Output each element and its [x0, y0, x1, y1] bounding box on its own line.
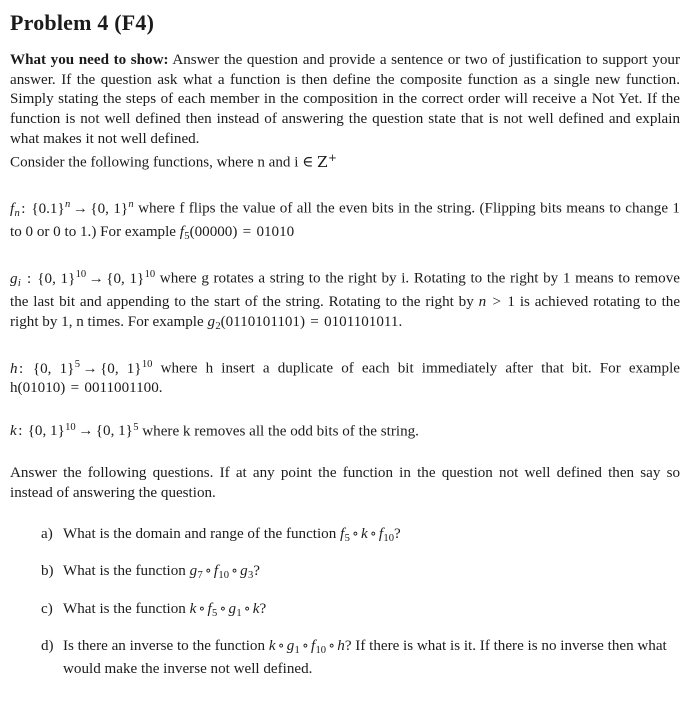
compose-icon: ∘	[369, 527, 377, 543]
example-result-h: 0011001100	[84, 380, 159, 397]
comp-fn: k	[189, 600, 197, 617]
comp-sub: 5	[344, 532, 350, 544]
spacer	[10, 336, 680, 355]
domain-sup-f: n	[65, 199, 71, 211]
definition-k	[10, 418, 680, 442]
question-text-b: What is the function	[63, 563, 186, 580]
question-mark: ?	[253, 563, 260, 580]
instructions-text: Answer the question and provide a sentence or two of justification to support your answer. If the question ask what a function is then define the composite function as a single new function. Simply stating the steps of each member in the composition in the correct order will receive a Not Yet. If the function is not well defined then instead of answering the question state that is not well defined and explain what makes it not well defined.	[10, 52, 680, 147]
colon-f: :	[21, 200, 26, 217]
question-mark: ?	[393, 526, 401, 543]
instructions-paragraph	[10, 51, 680, 149]
definition-text-g-2: is achieved rotating to the right by 1, n times. For example	[10, 294, 681, 330]
spacer	[10, 399, 680, 418]
example-eq-f: =	[242, 224, 252, 241]
question-composition-a	[340, 526, 401, 542]
function-name-f: f	[10, 200, 15, 217]
domain-k: {0, 1}	[27, 423, 65, 440]
comp-fn: f	[340, 526, 345, 543]
integers-letter: Z	[317, 152, 328, 171]
spacer	[10, 442, 680, 464]
arrow-f: →	[72, 200, 88, 217]
domain-sup-h: 5	[74, 359, 80, 371]
example-h	[10, 380, 163, 396]
domain-sup-k: 10	[65, 421, 76, 433]
domain-h: {0, 1}	[32, 360, 75, 377]
consider-text: Consider the following functions, where n and i	[10, 154, 299, 171]
definition-text-g-1: where g rotates a string to the right by i. Rotating to the right by 1 means to remove the last bit and appending to the start of the string. Rotating to the right by	[10, 270, 680, 311]
comp-fn: g	[189, 563, 198, 580]
arrow-g: →	[88, 270, 104, 287]
definition-g	[10, 265, 680, 336]
element-of-symbol: ∈	[302, 154, 314, 171]
comp-sub: 1	[236, 607, 242, 619]
function-name-h: h	[10, 360, 18, 377]
comp-fn: k	[268, 638, 276, 655]
question-composition-c	[190, 601, 267, 617]
question-label-a: a)	[41, 526, 53, 543]
function-sub-g: i	[17, 277, 21, 289]
compose-icon: ∘	[277, 639, 285, 655]
question-mark: ?	[259, 600, 267, 617]
rotate-number: 1	[507, 294, 515, 311]
compose-icon: ∘	[328, 639, 336, 655]
comp-sub: 3	[248, 570, 254, 582]
question-label-c: c)	[41, 600, 53, 617]
colon-k: :	[18, 423, 23, 440]
example-eq-g: =	[310, 313, 319, 330]
comp-sub: 7	[197, 570, 203, 582]
example-arg-g: (0110101101)	[220, 313, 305, 330]
codomain-sup-f: n	[128, 199, 134, 211]
example-result-g: 0101101011	[324, 313, 399, 330]
spacer	[10, 246, 680, 265]
arrow-h: →	[82, 360, 98, 377]
function-signature-h	[10, 361, 152, 377]
comp-fn: g	[286, 638, 295, 655]
compose-icon: ∘	[204, 564, 212, 580]
definition-text-f: where f flips the value of all the even bits in the string. (Flipping bits means to change 1 to 0 or 0 to 1.) For example	[10, 200, 680, 241]
rotate-var-n: n	[478, 294, 487, 311]
comp-sub: 10	[383, 532, 394, 544]
question-composition-b	[189, 563, 260, 582]
question-mark: ?	[344, 638, 352, 655]
spacer	[10, 173, 680, 195]
compose-icon: ∘	[219, 601, 227, 617]
function-sub-f: n	[14, 207, 20, 219]
question-item-b	[10, 562, 680, 585]
domain-f: {0.1}	[31, 200, 65, 217]
example-f	[180, 224, 294, 240]
example-arg-f: (00000)	[189, 224, 238, 241]
comp-fn: f	[213, 563, 219, 580]
codomain-sup-g: 10	[144, 269, 156, 281]
comp-fn: f	[207, 600, 212, 617]
codomain-sup-k: 5	[133, 421, 139, 433]
colon-g: :	[26, 270, 32, 287]
question-text-a: What is the domain and range of the function	[63, 526, 337, 543]
example-fn-h: h	[10, 380, 18, 397]
example-period-g: .	[398, 313, 403, 330]
compose-icon: ∘	[231, 564, 238, 580]
definition-text-h: where h insert a duplicate of each bit immediately after that bit. For example	[160, 360, 680, 377]
comp-sub: 1	[294, 644, 300, 656]
example-sub-g: 2	[215, 320, 221, 332]
integers-symbol	[317, 153, 337, 171]
comp-sub: 10	[218, 570, 229, 582]
question-text-c: What is the function	[63, 600, 186, 617]
comp-fn: g	[240, 563, 248, 580]
page-title: Problem 4 (F4)	[10, 10, 155, 35]
definition-text-k: where k removes all the odd bits of the string.	[142, 423, 419, 440]
integers-plus-sup: +	[327, 152, 337, 165]
answer-intro-paragraph: Answer the following questions. If at any point the function in the question not well defined then say so instead of answering the question.	[10, 464, 680, 501]
codomain-h: {0, 1}	[100, 360, 142, 377]
comp-fn: f	[378, 526, 384, 543]
compose-icon: ∘	[352, 527, 359, 543]
function-name-g: g	[10, 270, 18, 287]
definition-f	[10, 195, 680, 246]
example-fn-g: g	[207, 313, 216, 330]
compose-icon: ∘	[302, 639, 309, 655]
colon-h: :	[19, 360, 24, 377]
example-fn-f: f	[179, 224, 184, 241]
question-composition-d	[269, 638, 352, 654]
function-signature-f	[10, 201, 134, 217]
question-item-a	[10, 525, 680, 548]
example-sub-f: 5	[184, 230, 190, 242]
domain-g: {0, 1}	[37, 270, 76, 287]
arrow-k: →	[78, 423, 94, 440]
function-signature-k	[10, 423, 139, 439]
question-item-d	[10, 637, 680, 680]
comp-sub: 5	[212, 607, 218, 619]
example-result-f: 01010	[256, 224, 295, 241]
rotate-relation: >	[492, 294, 502, 311]
comp-fn: h	[337, 638, 345, 655]
example-period-h: .	[158, 380, 163, 397]
function-signature-g	[10, 271, 155, 287]
question-label-b: b)	[41, 563, 54, 580]
spacer	[10, 503, 680, 525]
codomain-f: {0, 1}	[90, 200, 129, 217]
instructions-label: What you need to show:	[10, 52, 169, 69]
codomain-sup-h: 10	[141, 359, 153, 371]
comp-sub: 10	[315, 644, 327, 656]
question-tail-d: If there is what is it. If there is no inverse then what would make the inverse not well defined.	[63, 638, 667, 678]
codomain-g: {0, 1}	[106, 270, 145, 287]
comp-fn: k	[361, 526, 368, 543]
domain-sup-g: 10	[75, 269, 87, 281]
question-label-d: d)	[41, 638, 54, 655]
comp-fn: k	[252, 600, 260, 617]
codomain-k: {0, 1}	[95, 423, 133, 440]
example-g	[207, 314, 402, 330]
question-item-c	[10, 600, 680, 623]
compose-icon: ∘	[243, 601, 251, 617]
consider-line	[10, 149, 680, 173]
compose-icon: ∘	[198, 601, 206, 617]
example-eq-h: =	[70, 380, 80, 397]
question-text-d: Is there an inverse to the function	[63, 638, 266, 655]
definition-h	[10, 355, 680, 399]
comp-fn: g	[228, 600, 237, 617]
example-arg-h: (01010)	[17, 380, 66, 397]
function-name-k: k	[10, 423, 17, 440]
question-list	[10, 525, 680, 680]
comp-fn: f	[311, 638, 316, 655]
